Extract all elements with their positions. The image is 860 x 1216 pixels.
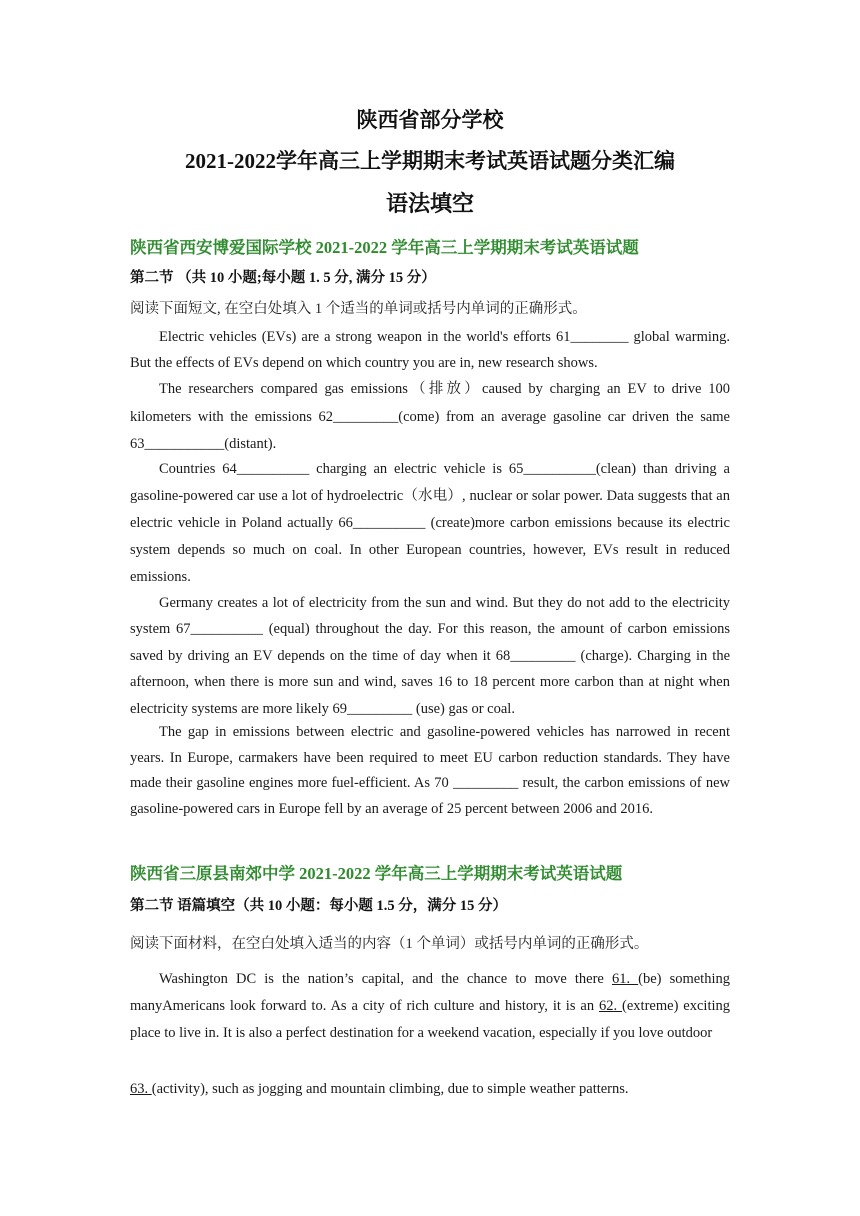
section1-title: 陕西省西安博爱国际学校 2021-2022 学年高三上学期期末考试英语试题 xyxy=(130,238,639,257)
section1-paragraph: Electric vehicles (EVs) are a strong weapon in the world's efforts 61________ global warming. But the effects of EVs depend on which country you are in, new research shows. xyxy=(130,329,730,371)
document-title-main: 2021-2022学年高三上学期期末考试英语试题分类汇编 xyxy=(185,149,675,173)
blank-62: 62. xyxy=(599,998,623,1014)
section1-subtitle: 第二节 （共 10 小题;每小题 1. 5 分, 满分 15 分） xyxy=(130,270,436,286)
section1-paragraph: Germany creates a lot of electricity from the sun and wind. But they do not add to the electricity system 67__________ (equal) throughout the day. For this reason, the amount of carbon emissions saved by driving an EV depends on the time of day when it 68_________ (charge). Charging in the afternoon, when there is more sun and wind, saves 16 to 18 percent more carbon than at night when electricity systems are more likely 69_________ (use) gas or coal. xyxy=(130,595,730,717)
paragraph-text: Washington DC is the nation’s capital, and the chance to move there xyxy=(159,971,612,987)
blank-61: 61. xyxy=(611,971,639,987)
section1-paragraph: The gap in emissions between electric and gasoline-powered vehicles has narrowed in recent years. In Europe, carmakers have been required to meet EU carbon reduction standards. They have made their gasoline engines more fuel-efficient. As 70 _________ result, the carbon emissions of new gasoline-powered cars in Europe fell by an average of 25 percent between 2006 and 2016. xyxy=(130,724,730,818)
blank-63: 63. xyxy=(130,1081,152,1097)
section1-paragraph: Countries 64__________ charging an electric vehicle is 65__________(clean) than driving a gasoline-powered car use a lot of hydroelectric（水电）, nuclear or solar power. Data suggests that an electric vehicle in Poland actually 66__________ (create)more carbon emissions because its electric system depends so much on coal. In other European countries, however, EVs result in reduced emissions. xyxy=(130,461,730,585)
document-title-region: 陕西省部分学校 xyxy=(356,108,504,132)
section2-paragraph xyxy=(130,1081,629,1098)
section2-paragraph xyxy=(130,966,730,1047)
paragraph-text: (be) something manyAmericans look forward to. As a city of rich culture and history, it is an xyxy=(130,971,730,1014)
section2-instruction: 阅读下面材料，在空白处填入适当的内容（1 个单词）或括号内单词的正确形式。 xyxy=(130,936,649,952)
document-title-topic: 语法填空 xyxy=(385,191,474,216)
section1-paragraph: The researchers compared gas emissions（排放）caused by charging an EV to drive 100 kilometers with the emissions 62_________(come) from an average gasoline car driven the same 63___________(distant). xyxy=(130,381,730,452)
paragraph-text: (activity), such as jogging and mountain climbing, due to simple weather patterns. xyxy=(151,1081,629,1097)
section2-subtitle: 第二节 语篇填空（共 10 小题：每小题 1.5 分，满分 15 分） xyxy=(130,898,507,914)
section1-instruction: 阅读下面短文, 在空白处填入 1 个适当的单词或括号内单词的正确形式。 xyxy=(130,301,587,317)
paragraph-text: (extreme) exciting place to live in. It is also a perfect destination for a weekend vacation, especially if you love outdoor xyxy=(130,998,731,1041)
section2-title: 陕西省三原县南郊中学 2021-2022 学年高三上学期期末考试英语试题 xyxy=(130,864,623,883)
